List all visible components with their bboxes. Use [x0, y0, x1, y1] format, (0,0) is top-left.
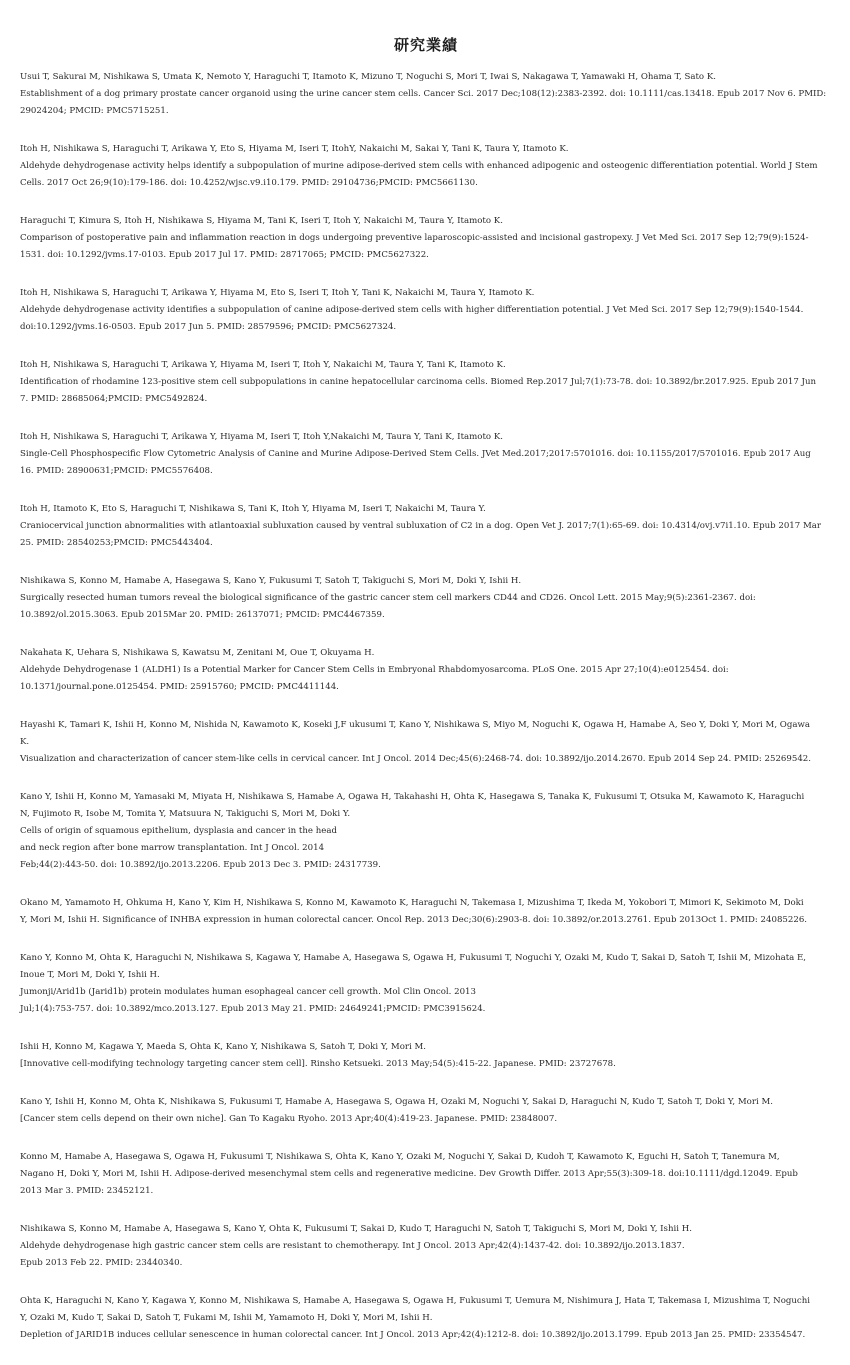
- reference-entry: [20, 1293, 832, 1344]
- reference-line: Cells of origin of squamous epithelium, dysplasia and cancer in the head: [20, 826, 337, 836]
- reference-entry: [20, 573, 832, 624]
- reference-line: 16. PMID: 28900631;PMCID: PMC5576408.: [20, 466, 213, 476]
- reference-line: Inoue T, Mori M, Doki Y, Ishii H.: [20, 970, 160, 980]
- reference-entry: [20, 1149, 832, 1200]
- reference-line: 25. PMID: 28540253;PMCID: PMC5443404.: [20, 538, 213, 548]
- reference-entry: [20, 429, 832, 480]
- reference-line: Y, Ozaki M, Kudo T, Sakai D, Satoh T, Fukami M, Ishii M, Yamamoto H, Doki Y, Mori M, Ishii H.: [20, 1313, 433, 1323]
- reference-line: 10.1371/journal.pone.0125454. PMID: 25915760; PMCID: PMC4411144.: [20, 682, 339, 692]
- reference-line: Kano Y, Ishii H, Konno M, Yamasaki M, Miyata H, Nishikawa S, Hamabe A, Ogawa H, Takahashi H, Ohta K, Hasegawa S, Tanaka K, Fukusumi T, Otsuka M, Kawamoto K, Haraguchi: [20, 792, 805, 802]
- reference-line: Konno M, Hamabe A, Hasegawa S, Ogawa H, Fukusumi T, Nishikawa S, Ohta K, Kano Y, Ozaki M, Noguchi Y, Sakai D, Kudoh T, Kawamoto K, Eguchi H, Satoh T, Tanemura M,: [20, 1152, 780, 1162]
- reference-line: 7. PMID: 28685064;PMCID: PMC5492824.: [20, 394, 208, 404]
- reference-line: [Innovative cell-modifying technology targeting cancer stem cell]. Rinsho Ketsueki. 2013 May;54(5):415-22. Japanese. PMID: 23727678.: [20, 1059, 616, 1069]
- reference-entry: [20, 501, 832, 552]
- reference-line: K.: [20, 737, 30, 747]
- reference-line: Hayashi K, Tamari K, Ishii H, Konno M, Nishida N, Kawamoto K, Koseki J,F ukusumi T, Kano Y, Nishikawa S, Miyo M, Noguchi K, Ogawa H, Hamabe A, Seo Y, Doki Y, Mori M, Ogawa: [20, 720, 810, 730]
- reference-line: Depletion of JARID1B induces cellular senescence in human colorectal cancer. Int J Oncol. 2013 Apr;42(4):1212-8. doi: 10.3892/ijo.2013.1799. Epub 2013 Jan 25. PMID: 23354547.: [20, 1330, 806, 1340]
- reference-line: Aldehyde Dehydrogenase 1 (ALDH1) Is a Potential Marker for Cancer Stem Cells in Embryonal Rhabdomyosarcoma. PLoS One. 2015 Apr 27;10(4):e0125454. doi:: [20, 665, 729, 675]
- reference-line: N, Fujimoto R, Isobe M, Tomita Y, Matsuura N, Takiguchi S, Mori M, Doki Y.: [20, 809, 351, 819]
- reference-line: Itoh H, Nishikawa S, Haraguchi T, Arikawa Y, Eto S, Hiyama M, Iseri T, ItohY, Nakaichi M, Sakai Y, Tani K, Taura Y, Itamoto K.: [20, 144, 569, 154]
- reference-line: Nagano H, Doki Y, Mori M, Ishii H. Adipose-derived mesenchymal stem cells and regenerative medicine. Dev Growth Differ. 2013 Apr;55(3):309-18. doi:10.1111/dgd.12049. Epub: [20, 1169, 798, 1179]
- reference-entry: [20, 69, 832, 120]
- reference-line: Itoh H, Nishikawa S, Haraguchi T, Arikawa Y, Hiyama M, Iseri T, Itoh Y, Nakaichi M, Taura Y, Tani K, Itamoto K.: [20, 360, 506, 370]
- reference-line: 29024204; PMCID: PMC5715251.: [20, 106, 169, 116]
- reference-entry: [20, 1039, 832, 1073]
- reference-line: Craniocervical junction abnormalities with atlantoaxial subluxation caused by ventral subluxation of C2 in a dog. Open Vet J. 2017;7(1):65-69. doi: 10.4314/ovj.v7i1.10. Epub 2017 Mar: [20, 521, 821, 531]
- reference-line: Cells. 2017 Oct 26;9(10):179-186. doi: 10.4252/wjsc.v9.i10.179. PMID: 29104736;PMCID: PMC5661130.: [20, 178, 478, 188]
- reference-line: and neck region after bone marrow transplantation. Int J Oncol. 2014: [20, 843, 325, 853]
- reference-line: Ohta K, Haraguchi N, Kano Y, Kagawa Y, Konno M, Nishikawa S, Hamabe A, Hasegawa S, Ogawa H, Fukusumi T, Uemura M, Nishimura J, Hata T, Takemasa I, Mizushima T, Noguchi: [20, 1296, 810, 1306]
- reference-line: Feb;44(2):443-50. doi: 10.3892/ijo.2013.2206. Epub 2013 Dec 3. PMID: 24317739.: [20, 860, 381, 870]
- reference-line: 10.3892/ol.2015.3063. Epub 2015Mar 20. PMID: 26137071; PMCID: PMC4467359.: [20, 610, 385, 620]
- reference-entry: [20, 285, 832, 336]
- reference-entry: [20, 141, 832, 192]
- reference-line: Itoh H, Itamoto K, Eto S, Haraguchi T, Nishikawa S, Tani K, Itoh Y, Hiyama M, Iseri T, Nakaichi M, Taura Y.: [20, 504, 486, 514]
- reference-line: Aldehyde dehydrogenase activity identifies a subpopulation of canine adipose-derived stem cells with higher differentiation potential. J Vet Med Sci. 2017 Sep 12;79(9):1540-1544.: [20, 305, 804, 315]
- reference-entry: [20, 789, 832, 874]
- reference-entry: [20, 357, 832, 408]
- reference-line: Kano Y, Ishii H, Konno M, Ohta K, Nishikawa S, Fukusumi T, Hamabe A, Hasegawa S, Ogawa H, Ozaki M, Noguchi Y, Sakai D, Haraguchi N, Kudo T, Satoh T, Doki Y, Mori M.: [20, 1097, 773, 1107]
- reference-line: Single-Cell Phosphospecific Flow Cytometric Analysis of Canine and Murine Adipose-Derived Stem Cells. JVet Med.2017;2017:5701016. doi: 10.1155/2017/5701016. Epub 2017 Aug: [20, 449, 811, 459]
- document-page: [20, 34, 832, 1365]
- reference-line: Surgically resected human tumors reveal the biological significance of the gastric cancer stem cell markers CD44 and CD26. Oncol Lett. 2015 May;9(5):2361-2367. doi:: [20, 593, 756, 603]
- reference-line: Okano M, Yamamoto H, Ohkuma H, Kano Y, Kim H, Nishikawa S, Konno M, Kawamoto K, Haraguchi N, Takemasa I, Mizushima T, Ikeda M, Yokobori T, Mimori K, Sekimoto M, Doki: [20, 898, 804, 908]
- reference-list: [20, 69, 832, 1344]
- reference-line: Nakahata K, Uehara S, Nishikawa S, Kawatsu M, Zenitani M, Oue T, Okuyama H.: [20, 648, 375, 658]
- reference-entry: [20, 213, 832, 264]
- reference-line: Nishikawa S, Konno M, Hamabe A, Hasegawa S, Kano Y, Ohta K, Fukusumi T, Sakai D, Kudo T, Haraguchi N, Satoh T, Takiguchi S, Mori M, Doki Y, Ishii H.: [20, 1224, 692, 1234]
- reference-line: Ishii H, Konno M, Kagawa Y, Maeda S, Ohta K, Kano Y, Nishikawa S, Satoh T, Doki Y, Mori M.: [20, 1042, 426, 1052]
- reference-line: Itoh H, Nishikawa S, Haraguchi T, Arikawa Y, Hiyama M, Eto S, Iseri T, Itoh Y, Tani K, Nakaichi M, Taura Y, Itamoto K.: [20, 288, 535, 298]
- reference-line: Epub 2013 Feb 22. PMID: 23440340.: [20, 1258, 183, 1268]
- reference-line: 1531. doi: 10.1292/jvms.17-0103. Epub 2017 Jul 17. PMID: 28717065; PMCID: PMC5627322.: [20, 250, 429, 260]
- reference-line: 2013 Mar 3. PMID: 23452121.: [20, 1186, 154, 1196]
- reference-entry: [20, 1094, 832, 1128]
- reference-line: Establishment of a dog primary prostate cancer organoid using the urine cancer stem cells. Cancer Sci. 2017 Dec;108(12):2383-2392. doi: 10.1111/cas.13418. Epub 2017 Nov 6. PMID:: [20, 89, 827, 99]
- reference-line: Nishikawa S, Konno M, Hamabe A, Hasegawa S, Kano Y, Fukusumi T, Satoh T, Takiguchi S, Mori M, Doki Y, Ishii H.: [20, 576, 522, 586]
- reference-line: Aldehyde dehydrogenase activity helps identify a subpopulation of murine adipose-derived stem cells with enhanced adipogenic and osteogenic differentiation potential. World J Stem: [20, 161, 818, 171]
- reference-entry: [20, 950, 832, 1018]
- reference-line: Itoh H, Nishikawa S, Haraguchi T, Arikawa Y, Hiyama M, Iseri T, Itoh Y,Nakaichi M, Taura Y, Tani K, Itamoto K.: [20, 432, 503, 442]
- page-title: 研究業績: [393, 36, 458, 54]
- reference-line: Jul;1(4):753-757. doi: 10.3892/mco.2013.127. Epub 2013 May 21. PMID: 24649241;PMCID: PMC3915624.: [20, 1004, 486, 1014]
- reference-line: Aldehyde dehydrogenase high gastric cancer stem cells are resistant to chemotherapy. Int J Oncol. 2013 Apr;42(4):1437-42. doi: 10.3892/ijo.2013.1837.: [20, 1241, 685, 1251]
- reference-line: Visualization and characterization of cancer stem-like cells in cervical cancer. Int J Oncol. 2014 Dec;45(6):2468-74. doi: 10.3892/ijo.2014.2670. Epub 2014 Sep 24. PMID: 25269542.: [20, 754, 811, 764]
- reference-entry: [20, 895, 832, 929]
- reference-line: Usui T, Sakurai M, Nishikawa S, Umata K, Nemoto Y, Haraguchi T, Itamoto K, Mizuno T, Noguchi S, Mori T, Iwai S, Nakagawa T, Yamawaki H, Ohama T, Sato K.: [20, 72, 716, 82]
- reference-line: Identification of rhodamine 123-positive stem cell subpopulations in canine hepatocellular carcinoma cells. Biomed Rep.2017 Jul;7(1):73-78. doi: 10.3892/br.2017.925. Epub 2017 Jun: [20, 377, 817, 387]
- reference-line: Kano Y, Konno M, Ohta K, Haraguchi N, Nishikawa S, Kagawa Y, Hamabe A, Hasegawa S, Ogawa H, Fukusumi T, Noguchi Y, Ozaki M, Kudo T, Sakai D, Satoh T, Ishii M, Mizohata E,: [20, 953, 807, 963]
- reference-entry: [20, 1221, 832, 1272]
- reference-line: Y, Mori M, Ishii H. Significance of INHBA expression in human colorectal cancer. Oncol Rep. 2013 Dec;30(6):2903-8. doi: 10.3892/or.2013.2761. Epub 2013Oct 1. PMID: 24085226.: [20, 915, 808, 925]
- reference-line: [Cancer stem cells depend on their own niche]. Gan To Kagaku Ryoho. 2013 Apr;40(4):419-23. Japanese. PMID: 23848007.: [20, 1114, 558, 1124]
- reference-entry: [20, 717, 832, 768]
- reference-line: Haraguchi T, Kimura S, Itoh H, Nishikawa S, Hiyama M, Tani K, Iseri T, Itoh Y, Nakaichi M, Taura Y, Itamoto K.: [20, 216, 503, 226]
- reference-line: Jumonji/Arid1b (Jarid1b) protein modulates human esophageal cancer cell growth. Mol Clin Oncol. 2013: [20, 987, 476, 997]
- reference-entry: [20, 645, 832, 696]
- reference-line: doi:10.1292/jvms.16-0503. Epub 2017 Jun 5. PMID: 28579596; PMCID: PMC5627324.: [20, 322, 397, 332]
- reference-line: Comparison of postoperative pain and inflammation reaction in dogs undergoing preventive laparoscopic-assisted and incisional gastropexy. J Vet Med Sci. 2017 Sep 12;79(9):1524-: [20, 233, 809, 243]
